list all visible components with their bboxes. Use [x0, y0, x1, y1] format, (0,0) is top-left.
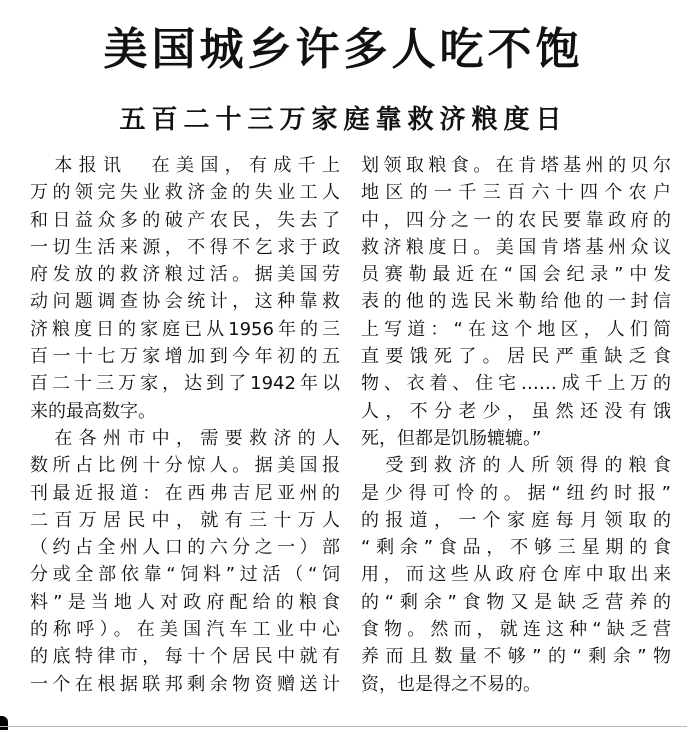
text-line: 表的他的选民米勒给他的一封信 — [361, 291, 671, 313]
text-line: 食物。然而，就连这种“缺乏营 — [361, 619, 671, 641]
text-line: 府发放的救济粮过活。据美国劳 — [30, 264, 340, 286]
text-line: 本报讯 在美国，有成千上 — [30, 155, 340, 176]
text-line: 数所占比例十分惊人。据美国报 — [30, 455, 340, 477]
text-line: “剩余”食品，不够三星期的食 — [361, 537, 671, 559]
text-line: 死，但都是饥肠辘辘。” — [361, 427, 542, 449]
text-line: 和日益众多的破产农民，失去了 — [30, 209, 340, 231]
text-line: 料”是当地人对政府配给的粮食 — [30, 591, 340, 613]
text-line: 一切生活来源，不得不乞求于政 — [30, 236, 340, 258]
text-line: 百二十三万家，达到了1942年以 — [30, 373, 340, 395]
text-line: 是少得可怜的。据“纽约时报” — [361, 482, 671, 504]
text-line: 分或全部依靠“饲料”过活（“饲 — [30, 564, 340, 586]
text-line: 地区的一千三百六十四个农户 — [361, 182, 671, 204]
text-line: 受到救济的人所领得的粮食 — [361, 455, 671, 477]
text-line: 来的最高数字。 — [30, 400, 156, 422]
text-line: 的底特律市，每十个居民中就有 — [30, 646, 340, 668]
text-line: 二百万居民中，就有三十万人 — [30, 509, 340, 531]
text-line: 员赛勒最近在“国会纪录”中发 — [361, 264, 671, 286]
text-line: 物、衣着、住宅……成千上万的 — [361, 373, 671, 395]
text-line: 划领取粮食。在肯塔基州的贝尔 — [361, 155, 671, 176]
text-line: 的报道，一个家庭每月领取的 — [361, 509, 671, 531]
headline: 美国城乡许多人吃不饱 — [103, 24, 584, 75]
text-line: 中，四分之一的农民要靠政府的 — [361, 209, 671, 231]
text-line: 用，而这些从政府仓库中取出来 — [361, 564, 671, 586]
article-column-right — [361, 152, 671, 698]
text-line: 的“剩余”食物又是缺乏营养的 — [361, 591, 671, 613]
text-line: 救济粮度日。美国肯塔基州众议 — [361, 236, 671, 258]
text-line: 直要饿死了。居民严重缺乏食 — [361, 346, 671, 368]
article-column-left — [30, 152, 340, 698]
page-edge-mark — [0, 716, 8, 730]
text-line: 人，不分老少，虽然还没有饿 — [361, 400, 671, 422]
text-line: 济粮度日的家庭已从1956年的三 — [30, 318, 340, 340]
text-line: 在各州市中，需要救济的人 — [30, 427, 340, 449]
text-line: 一个在根据联邦剩余物资赠送计 — [30, 673, 340, 695]
page-edge-line — [0, 726, 687, 727]
text-line: 的称呼）。在美国汽车工业中心 — [30, 619, 340, 641]
text-line: 刊最近报道：在西弗吉尼亚州的 — [30, 482, 340, 504]
text-line: 养而且数量不够”的“剩余”物 — [361, 646, 671, 668]
text-line: 百一十七万家增加到今年初的五 — [30, 346, 340, 368]
text-line: 动问题调查协会统计，这种靠救 — [30, 291, 340, 313]
text-line: （约占全州人口的六分之一）部 — [30, 537, 340, 559]
text-line: 资，也是得之不易的。 — [361, 673, 541, 695]
subheadline: 五百二十三万家庭靠救济粮度日 — [119, 105, 568, 135]
text-line: 万的领完失业救济金的失业工人 — [30, 182, 340, 204]
text-line: 上写道：“在这个地区，人们简 — [361, 318, 671, 340]
